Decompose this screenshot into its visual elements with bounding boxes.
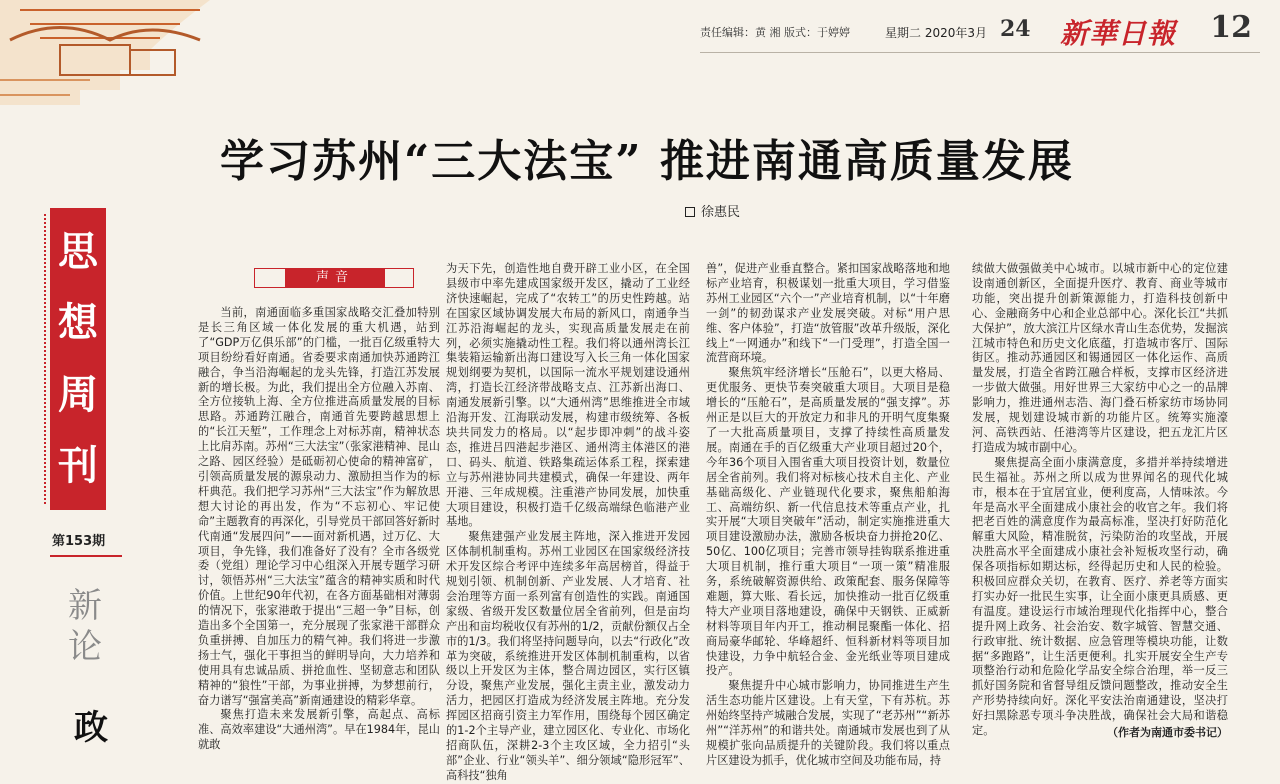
decorative-pavilion-icon [0,0,230,110]
paragraph: 续做大做强做美中心城市。以城市新中心的定位建设南通创新区，全面提升医疗、教育、商业等城市功能，突出提升创新策源能力，打造科技创新中心、金融商务中心和企业总部中心。深化长江“共抓大保护”，放大滨江片区绿水青山生态优势，发掘滨江城市特色和历史文化底蕴，打造城市客厅、国际街区。推动苏通园区和锡通园区一体化运作、高质量发展，打造全省跨江融合样板，支撑市区经济进一步做大做强。用好世界三大家纺中心之一的品牌影响力，推进通州志浩、海门叠石桥家纺市场协同发展，规划建设城市新的功能片区。统筹实施濠河、高铁西站、任港湾等片区建设，把五龙汇片区打造成为城市副中心。 [972,262,1228,454]
banner-char: 周 [58,371,98,418]
editor-credit: 责任编辑：黄 湘 版式：于婷婷 [700,26,850,39]
section-subtitle [68,588,102,667]
author-name: 徐惠民 [701,205,741,220]
article-column-4 [972,262,1228,750]
paragraph: 当前，南通面临多重国家战略交汇叠加特别是长三角区域一体化发展的重大机遇，站到了“GDP万亿俱乐部”的门槛，一批百亿级重特大项目纷纷看好南通。省委要求南通加快苏通跨江融合，争当沿海崛起的龙头先锋，打造江苏发展新的增长极。为此，我们提出全方位融入苏南、全方位接轨上海、全方位推进高质量发展的目标思路。苏通跨江融合，南通首先要跨越思想上的“长江天堑”，工作理念上对标苏南，精神状态上比肩苏南。苏州“三大法宝”（张家港精神、昆山之路、园区经验）是砥砺初心使命的精神富矿，引领高质量发展的源泉动力、激励担当作为的标杆典范。我们把学习苏州“三大法宝”作为解放思想大讨论的再出发，作为“不忘初心、牢记使命”主题教育的再深化，引导党员干部回答好新时代南通“发展四问”——面对新机遇，过万亿、大项目，争先锋，我们准备好了没有？全市各级党委（党组）理论学习中心组深入开展专题学习研讨，领悟苏州“三大法宝”蕴含的精神实质和时代价值。上世纪90年代初，在各方面基础相对薄弱的情况下，张家港敢于提出“三超一争”目标，创造出多个全国第一，充分展现了张家港干部群众负重拼搏、自加压力的精气神。我们将进一步激扬士气，强化干事担当的鲜明导向，大力培养和使用具有忠诚品质、拼抢血性、坚韧意志和团队精神的“狼性”干部，为事业拼搏，为梦想前行，奋力谱写“强富美高”新南通建设的精彩华章。 [198,306,440,707]
banner-char: 想 [58,300,98,347]
article-column-3 [706,262,950,767]
issue-number: 第153期 [52,534,106,549]
header-divider [700,52,1260,53]
next-section-title: 政 [74,708,108,748]
newspaper-logo: 新華日報 [1060,17,1177,50]
paragraph: 聚焦建强产业发展主阵地，深入推进开发园区体制机制重构。苏州工业园区在国家级经济技术开发区综合考评中连续多年高居榜首，得益于规划引领、机制创新、产业发展、人才培育、社会治理等方面一系列富有创造性的实践。南通国家级、省级开发区数量位居全省前列，但是亩均产出和亩均税收仅有苏州的1/2，贡献份额仅占全市的1/3。我们将坚持问题导向，以去“行政化”改革为突破，系统推进开发区体制机制重构，以省级以上开发区为主体，整合周边园区，实行区镇分设，聚焦产业发展，强化主责主业，激发动力活力，把园区打造成为经济发展主阵地。充分发挥园区招商引资主力军作用，围绕每个园区确定的1-2个主导产业，建立园区化、专业化、市场化招商队伍，深耕2-3个主攻区域，全力招引“头部”企业、行业“领头羊”、细分领域“隐形冠军”、高科技“独角 [446,530,690,782]
page-number: 12 [1210,10,1252,45]
paragraph: 聚焦筑牢经济增长“压舱石”，以更大格局、更优服务、更快节奏突破重大项目。大项目是稳增长的“压舱石”，是高质量发展的“强支撑”。苏州正是以巨大的开放定力和非凡的开明气度集聚了一大批高质量项目，支撑了持续性高质量发展。南通在手的百亿级重大产业项目超过20个，今年36个项目入围省重大项目投资计划，数量位居全省前列。我们将对标核心技术自主化、产业基础高级化、产业链现代化要求，聚焦船舶海工、高端纺织、新一代信息技术等重点产业，扎实开展“大项目突破年”活动，制定实施推进重大项目建设激励办法，激励各板块奋力拼抢20亿、50亿、100亿项目；完善市领导挂钩联系推进重大项目机制，推行重大项目“一项一策”精准服务，系统破解资源供给、政策配套、服务保障等难题，算大账、看长远，加快推动一批百亿级重特大产业项目落地建设，确保中天钢铁、正威新材料等项目年内开工，推动桐昆聚酯一体化、招商局豪华邮轮、华峰超纤、恒科新材料等项目加快建设，力争中航轻合金、金光纸业等项目建成投产。 [706,366,950,678]
banner-char: 刊 [58,443,98,490]
paragraph: 聚焦提高全面小康满意度，多措并举持续增进民生福祉。苏州之所以成为世界闻名的现代化城市，根本在于宜居宜业，便利度高，人情味浓。今年是高水平全面建成小康社会的收官之年。我们将把老百姓的满意度作为最高标准，坚决打好防范化解重大风险，精准脱贫，污染防治的攻坚战，开展决胜高水平全面建成小康社会补短板攻坚行动，确保各项指标如期达标，经得起历史和人民的检验。积极回应群众关切，在教育、医疗、养老等方面实打实办好一批民生实事，让全面小康更具质感、更有温度。建设运行市域治理现代化指挥中心，整合提升网上政务、社会治安、数字城管、智慧交通、行政审批、统计数据、应急管理等模块功能，让数据“多跑路”，让生活更便利。扎实开展安全生产专项整治行动和危险化学品安全综合治理，举一反三抓好国务院和省督导组反馈问题整改，推动安全生产形势持续向好。深化平安法治南通建设，坚决打好扫黑除恶专项斗争决胜战，确保社会大局和谐稳定。 [972,455,1228,738]
byline-box-icon [685,207,695,217]
author-note: （作者为南通市委书记） [1107,726,1228,739]
article-column-1 [198,306,440,750]
banner-char: 思 [58,228,98,275]
article-headline: 学习苏州“三大法宝” 推进南通高质量发展 [220,136,1074,187]
paragraph: 聚焦打造未来发展新引擎，高起点、高标准、高效率建设“大通州湾”。早在1984年，昆山就敢 [198,708,440,752]
paragraph: 聚焦提升中心城市影响力，协同推进生产生活生态功能片区建设。上有天堂，下有苏杭。苏州始终坚持产城融合发展，实现了“老苏州”“新苏州”“洋苏州”的和谐共处。南通城市发展也到了从规模扩张向品质提升的关键阶段。我们将以重点片区建设为抓手，优化城市空间及功能布局，持 [706,679,950,767]
subtitle-char: 论 [68,627,102,668]
byline [685,201,740,220]
red-divider [50,555,122,557]
paragraph: 兽”，促进产业垂直整合。紧扣国家战略落地和地标产业培育，积极谋划一批重大项目，学习借鉴苏州工业园区“六个一”产业培育机制，以“十年磨一剑”的韧劲谋求产业发展突破。对标“用户思维、客户体验”，打造“放管服”改革升级版，深化线上“一网通办”和线下“一门受理”，打造全国一流营商环境。 [706,262,950,365]
column-banner [50,208,106,510]
subtitle-char: 新 [68,586,102,626]
section-tag [254,268,414,288]
paragraph: 为天下先，创造性地自费开辟工业小区，在全国县级市中率先建成国家级开发区，撬动了工业经济快速崛起，完成了“农转工”的历史性跨越。站在国家区域协调发展大布局的新风口，南通争当江苏沿海崛起的龙头，实现高质量发展走在前列，必须实施撬动性工程。我们将以通州湾长江集装箱运输新出海口建设写入长三角一体化国家规划纲要为契机，以国际一流水平规划建设通州湾，打造长江经济带战略支点、江苏新出海口、南通发展新引擎。以“大通州湾”思维推进全市域沿海开发、江海联动发展，构建市级统筹、各板块共同发力的格局。以“起步即冲刺”的战斗姿态，推进吕四港起步港区、通州湾主体港区的港口、码头、航道、铁路集疏运体系工程，探索建立与苏州港协同共建模式，确保一年建设、两年开港、三年成规模。注重港产协同发展，加快重大项目建设，积极打造千亿级高端绿色临港产业基地。 [446,262,690,529]
page-header [700,10,1260,50]
issue-day: 24 [1000,16,1031,42]
issue-date: 星期二 2020年3月 [885,26,987,40]
article-column-2 [446,262,690,782]
section-tag-label: 声音 [285,268,385,288]
